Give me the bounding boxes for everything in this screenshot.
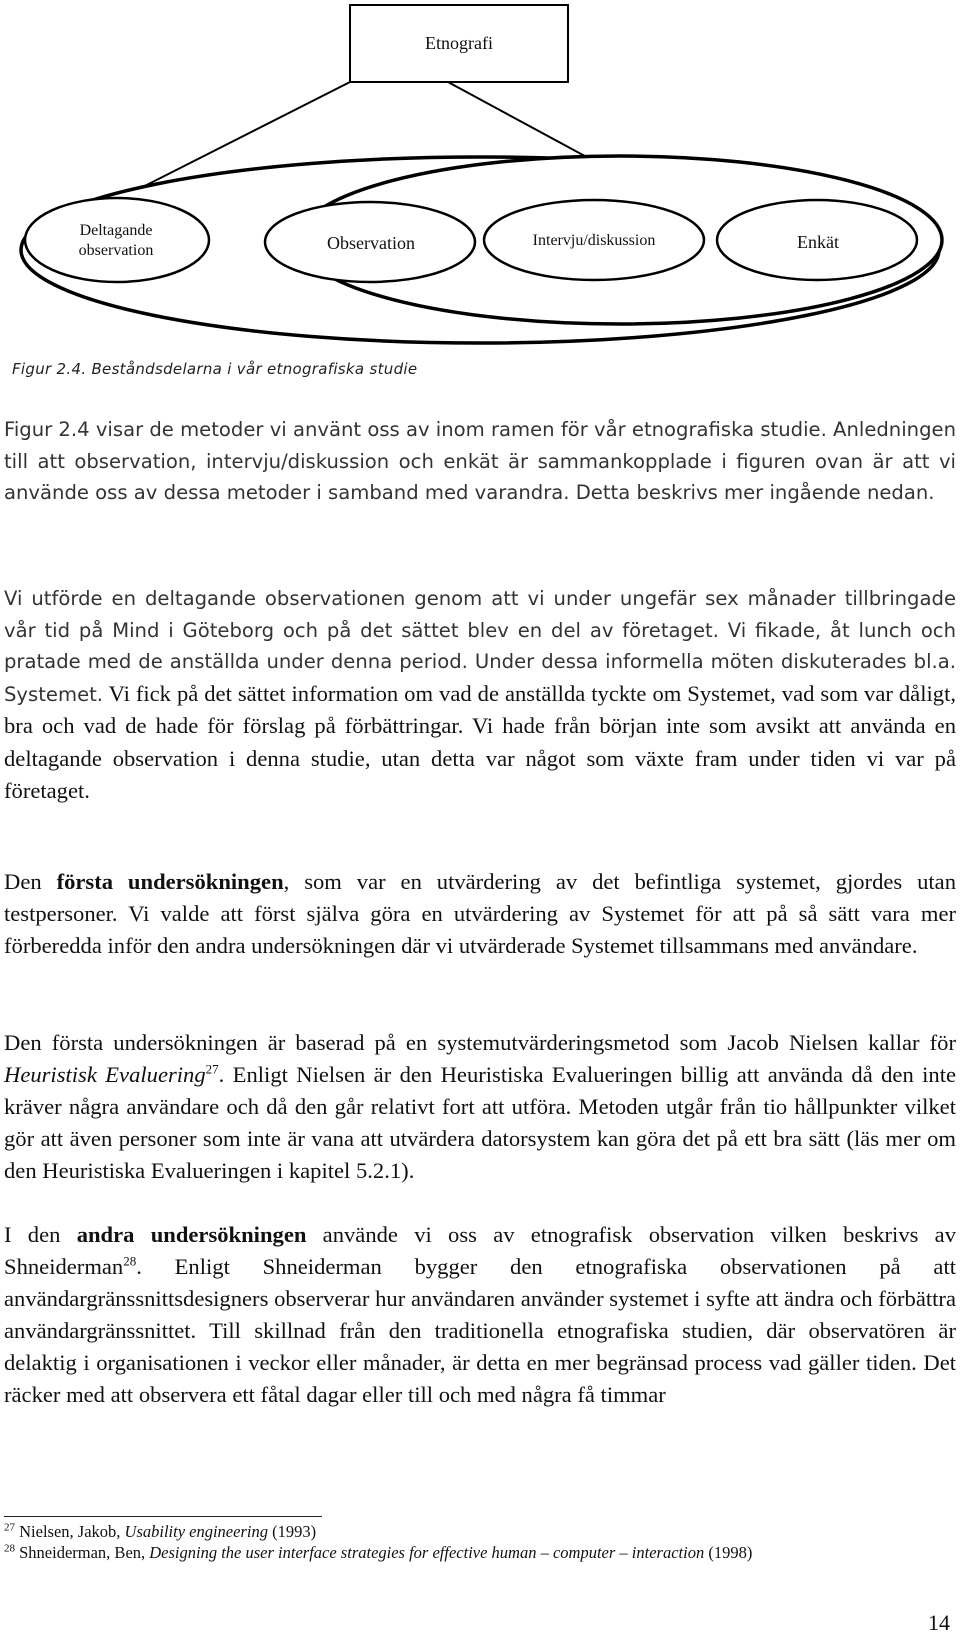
paragraph-4-post: . Enligt Nielsen är den Heuristiska Evalueringen billig att använda då den inte kräver några användare och då den går relativt fort att utföra. Metoden utgår från tio hållpunkter vilket gör att även personer som inte är vana att utvärdera datorsystem kan göra det på ett bra sätt (läs mer om den Heuristiska Evalueringen i kapitel 5.2.1). xyxy=(4,1062,956,1183)
figure-caption: Figur 2.4. Beståndsdelarna i vår etnografiska studie xyxy=(12,360,418,378)
paragraph-5-bold: andra undersökningen xyxy=(76,1222,307,1247)
footnote-title: Usability engineering xyxy=(124,1522,268,1541)
footnote-text: Shneiderman, Ben, xyxy=(19,1543,150,1562)
connector-right xyxy=(448,82,594,161)
paragraph-5-pre: I den xyxy=(4,1222,77,1247)
paragraph-3-pre: Den xyxy=(4,869,57,894)
root-label: Etnografi xyxy=(425,33,493,53)
paragraph-2-part-2: Vi fick på det sättet information om vad de anställda tyckte om Systemet, vad som var dåligt, bra och vad de hade för förslag på förbättringar. Vi hade från början inte som avsikt att använda en deltagande observation i denna studie, utan detta var något som växte fram under tiden vi var på företaget. xyxy=(4,680,956,803)
paragraph-4 xyxy=(4,1027,956,1187)
paragraph-5-mid: använde vi oss av etnografisk observation vilken beskrivs av Shneiderman xyxy=(4,1222,957,1279)
paragraph-3 xyxy=(4,866,956,962)
child-label-2: Observation xyxy=(327,233,415,253)
footnote-divider xyxy=(4,1516,322,1517)
footnote-number: 28 xyxy=(4,1542,15,1555)
child-label-3: Intervju/diskussion xyxy=(532,232,656,249)
footnote-year: (1998) xyxy=(704,1543,753,1562)
paragraph-1: Figur 2.4 visar de metoder vi använt oss av inom ramen för vår etnografiska studie. Anledningen till att observation, intervju/diskussion och enkät är sammankopplade i figuren ovan är att vi använde oss av dessa metoder i samband med varandra. Detta beskrivs mer ingående nedan. xyxy=(4,418,956,504)
etnografi-diagram xyxy=(0,0,960,350)
child-label-1: Deltagande observation xyxy=(78,222,154,259)
paragraph-2-part-1: Vi utförde en deltagande observationen genom att vi under ungefär sex månader tillbringade vår tid på Mind i Göteborg och på det sättet blev en del av företaget. Vi fikade, åt lunch och pratade med de anställda under denna period. Under dessa informella möten diskuterades bl.a. Systemet. xyxy=(4,587,956,706)
paragraph-3-bold: första undersökningen xyxy=(56,869,284,894)
footnote-ref-27: 27 xyxy=(205,1061,219,1077)
page-number: 14 xyxy=(928,1610,950,1635)
footnote-ref-28: 28 xyxy=(123,1253,137,1269)
child-label-4: Enkät xyxy=(797,232,839,252)
footnote-number: 27 xyxy=(4,1521,15,1534)
footnote-27 xyxy=(4,1522,956,1542)
paragraph-4-italic: Heuristisk Evaluering xyxy=(4,1062,206,1087)
paragraph-5-post: . Enligt Shneiderman bygger den etnografiska observationen på att användargränssnittsdesigners observerar hur användaren använder systemet i syfte att ändra och förbättra användargränssnittet. Till skillnad från den traditionella etnografiska studien, där observatören är delaktig i organisationen i veckor eller månader, är detta en mer begränsad process vad gäller tiden. Det räcker med att observera ett fåtal dagar eller till och med några få timmar xyxy=(4,1254,956,1407)
footnote-text: Nielsen, Jakob, xyxy=(19,1522,125,1541)
footnote-year: (1993) xyxy=(267,1522,317,1541)
footnote-28 xyxy=(4,1543,956,1563)
paragraph-2 xyxy=(4,583,956,808)
paragraph-4-pre: Den första undersökningen är baserad på en systemutvärderingsmetod som Jacob Nielsen kallar för xyxy=(4,1030,956,1055)
paragraph-5 xyxy=(4,1219,956,1411)
footnote-title: Designing the user interface strategies for effective human – computer – interaction xyxy=(149,1543,705,1562)
paragraph-3-post: , som var en utvärdering av det befintliga systemet, gjordes utan testpersoner. Vi valde att först själva göra en utvärdering av Systemet för att på så sätt vara mer förberedda inför den andra undersökningen där vi utvärderade Systemet tillsammans med användare. xyxy=(4,869,957,958)
